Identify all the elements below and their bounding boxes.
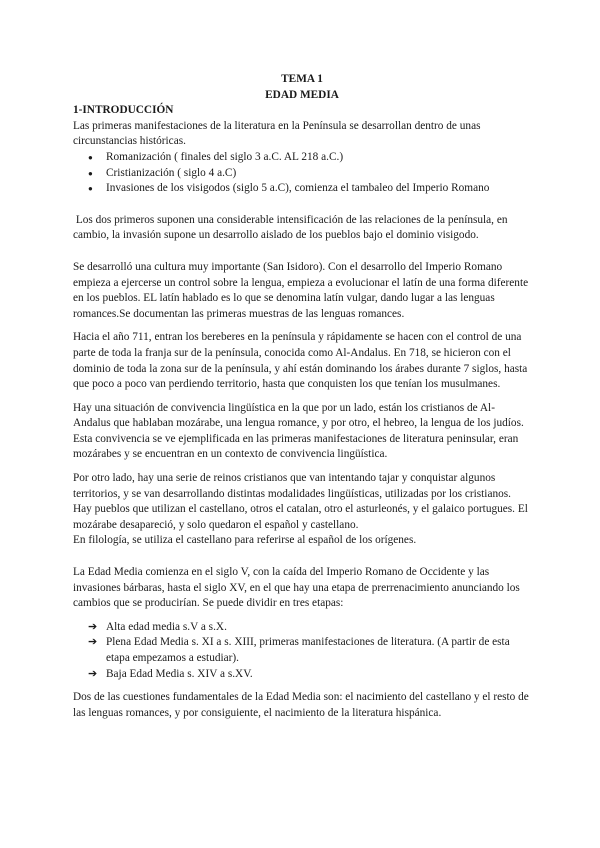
document-body	[73, 72, 531, 721]
paragraph: En filología, se utiliza el castellano para referirse al español de los orígenes.	[73, 534, 417, 547]
list-item: ➔ Alta edad media s.V a s.X.	[73, 620, 531, 636]
closing-paragraph: Dos de las cuestiones fundamentales de la Edad Media son: el nacimiento del castellano y el resto de las lenguas romances, y por consiguiente, el nacimiento de la literatura hispánica.	[73, 691, 529, 719]
list-item: ➔ Plena Edad Media s. XI a s. XIII, primeras manifestaciones de literatura. (A partir de esta etapa empezamos a estudiar).	[73, 635, 531, 666]
document-subtitle: EDAD MEDIA	[265, 88, 339, 101]
list-item: ➔ Baja Edad Media s. XIV a s.XV.	[73, 667, 531, 683]
document-title: TEMA 1	[281, 73, 323, 85]
stages-arrow-list	[73, 620, 531, 682]
paragraph: La Edad Media comienza en el siglo V, con la caída del Imperio Romano de Occidente y las invasiones bárbaras, hasta el siglo XV, en el que hay una etapa de prerrenacimiento anunciando los cambios que se producirían. Se puede dividir en tres etapas:	[73, 566, 520, 610]
list-item: ● Romanización ( finales del siglo 3 a.C. AL 218 a.C.)	[73, 150, 531, 166]
intro-paragraph: Las primeras manifestaciones de la literatura en la Península se desarrollan dentro de unas circunstancias históricas.	[73, 119, 481, 148]
paragraph: Los dos primeros suponen una considerable intensificación de las relaciones de la península, en cambio, la invasión supone un desarrollo aislado de los pueblos bajo el dominio visigodo.	[73, 213, 511, 242]
list-item: ● Invasiones de los visigodos (siglo 5 a.C), comienza el tambaleo del Imperio Romano	[73, 181, 531, 197]
history-bullet-list	[73, 150, 531, 197]
paragraph: Se desarrolló una cultura muy importante (San Isidoro). Con el desarrollo del Imperio Romano empieza a ejercerse un control sobre la lengua, empieza a evolucionar el latín de una forma diferente en los pueblos. EL latín hablado es lo que se denomina latín vulgar, dando lugar a las lenguas romances.Se documentan las primeras muestras de las lenguas romances.	[73, 260, 529, 320]
list-item: ● Cristianización ( siglo 4 a.C)	[73, 166, 531, 182]
paragraph: Hacia el año 711, entran los bereberes en la península y rápidamente se hacen con el control de una parte de toda la franja sur de la península, conocida como Al-Andalus. En 718, se hicieron con el dominio de toda la zona sur de la península, y ahí están dominando los árabes durante 7 siglos, hasta que poco a poco van perdiendo territorio, hasta que conquisten los que tenían los musulmanes.	[73, 331, 528, 391]
paragraph: Hay una situación de convivencia lingüística en la que por un lado, están los cristianos de Al-Andalus que hablaban mozárabe, una lengua romance, y por otro, el hebreo, la lengua de los judíos. Esta convivencia se ve ejemplificada en las primeras manifestaciones de literatura peninsular, eran mozárabes y se encuentran en un contexto de convivencia lingüística.	[73, 401, 524, 461]
section-heading: 1-INTRODUCCIÓN	[73, 104, 174, 117]
paragraph: Por otro lado, hay una serie de reinos cristianos que van intentando tajar y conquistar algunos territorios, y se van desarrollando distintas modalidades lingüísticas, utilizadas por los cristianos. Hay pueblos que utilizan el castellano, otros el catalan, otro el asturleonés, y el galaico portugues. El mozárabe desapareció, y solo quedaron el español y castellano.	[73, 472, 528, 531]
